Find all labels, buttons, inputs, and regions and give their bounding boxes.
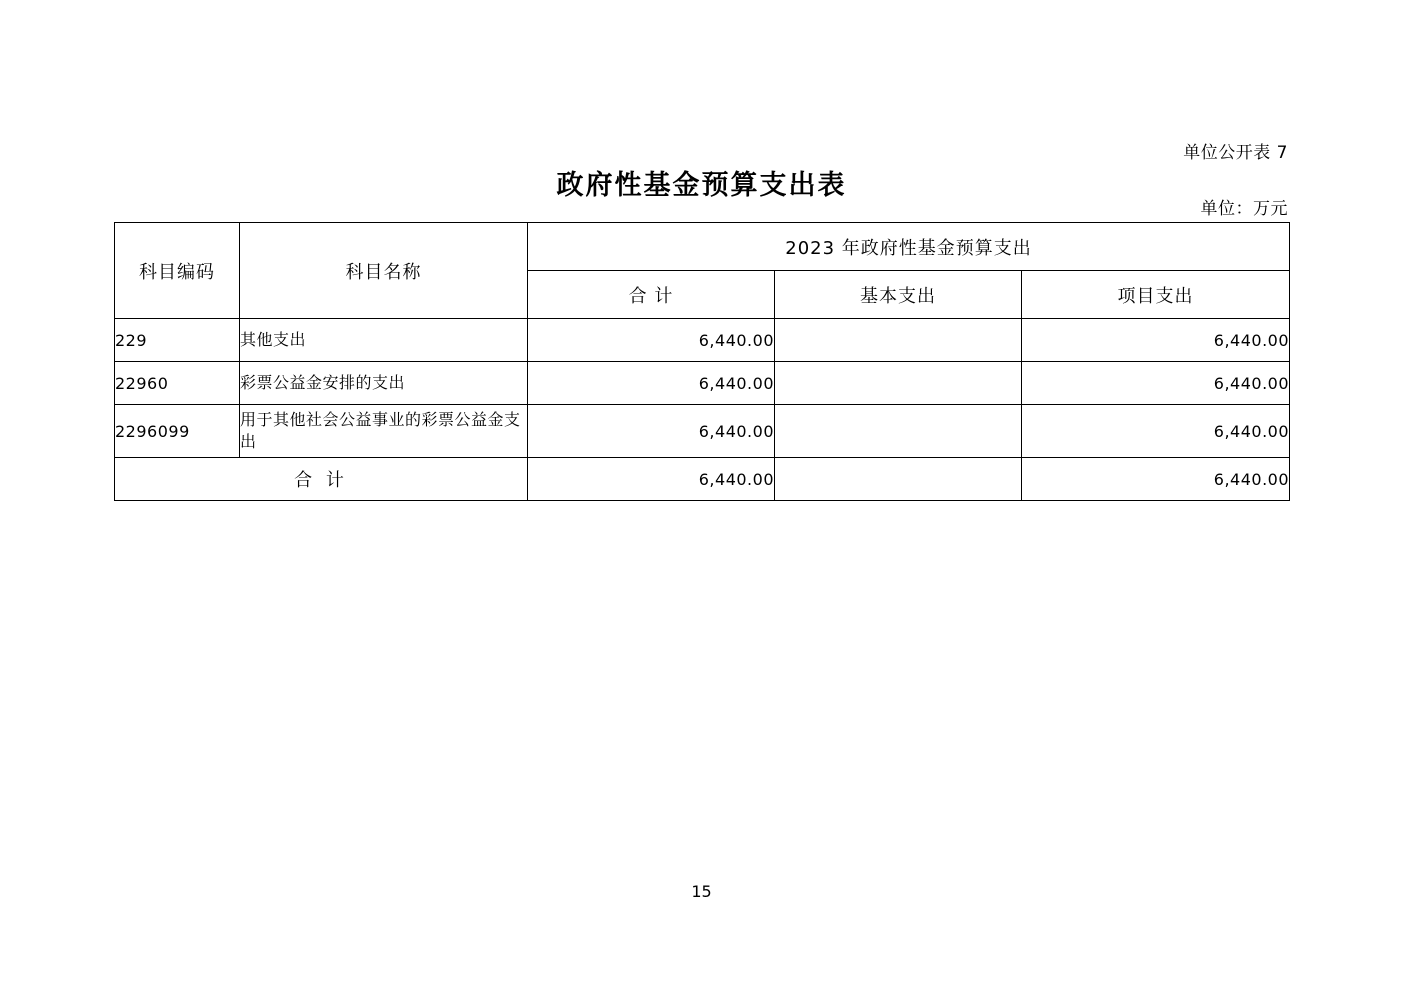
header-name: 科目名称 [240,223,528,319]
total-basic [775,458,1022,501]
header-group-2023: 2023 年政府性基金预算支出 [528,223,1290,271]
header-total: 合 计 [528,271,775,319]
table-header-row-group [115,223,1290,271]
table-row [115,405,1290,458]
row-basic [775,405,1022,458]
table-row [115,319,1290,362]
row-basic [775,362,1022,405]
row-project: 6,440.00 [1022,362,1290,405]
row-total: 6,440.00 [528,362,775,405]
budget-expenditure-table [114,222,1290,501]
row-name: 其他支出 [240,319,528,362]
header-basic: 基本支出 [775,271,1022,319]
row-name: 彩票公益金安排的支出 [240,362,528,405]
table-row [115,362,1290,405]
row-code: 2296099 [115,405,240,458]
total-label: 合 计 [115,458,528,501]
page-title: 政府性基金预算支出表 [556,170,847,201]
row-total: 6,440.00 [528,405,775,458]
header-code: 科目编码 [115,223,240,319]
row-project: 6,440.00 [1022,319,1290,362]
row-total: 6,440.00 [528,319,775,362]
row-name: 用于其他社会公益事业的彩票公益金支出 [240,405,528,458]
row-basic [775,319,1022,362]
unit-note: 单位：万元 [1200,199,1288,219]
row-code: 229 [115,319,240,362]
header-project: 项目支出 [1022,271,1290,319]
page-number: 15 [691,882,712,901]
row-project: 6,440.00 [1022,405,1290,458]
table-total-row [115,458,1290,501]
form-number: 单位公开表 7 [1183,143,1288,163]
total-total: 6,440.00 [528,458,775,501]
total-project: 6,440.00 [1022,458,1290,501]
row-code: 22960 [115,362,240,405]
